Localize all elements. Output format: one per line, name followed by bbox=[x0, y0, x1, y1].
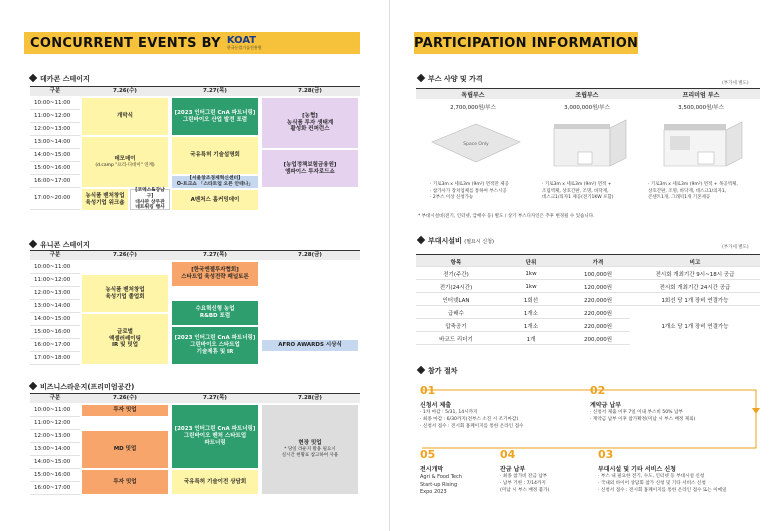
time-slot: 14:00~15:00 bbox=[30, 456, 80, 469]
col-header-division: 구분 bbox=[30, 86, 80, 96]
event-investment-meetup: 투자 밋업 bbox=[82, 405, 168, 416]
booth-footnote: * 부대시설비(전기, 인터넷, 급배수 등) 별도 / 상기 부스디자인은 추후 변경될 수 있습니다. bbox=[418, 214, 595, 219]
step-title: 신청서 제출 bbox=[420, 402, 452, 409]
facility-header-row bbox=[416, 254, 760, 267]
event-rbd-forum: 수요혁신형 농업 R&BD 포럼 bbox=[172, 301, 258, 325]
event-demo-day: 데모데이 (d.camp "프리-디데이" 연계) bbox=[82, 137, 168, 187]
col-header-0727: 7.27(목) bbox=[170, 393, 260, 403]
event-angel-panel: [한국엔젤투자협회] 스타트업 육성전략 패널토론 bbox=[172, 262, 258, 286]
event-afro-awards: AFRO AWARDS 시상식 bbox=[262, 340, 358, 351]
event-onsite-meetup: 현장 밋업 * 당일 라운지 활용 필요시 실시간 현황표 참고하여 사용 bbox=[262, 405, 358, 494]
time-slot: 16:00~17:00 bbox=[30, 482, 80, 495]
time-slot: 11:00~12:00 bbox=[30, 417, 80, 430]
step-body: · 부스 내 필요한 전기, 수도, 인터넷 등 부대시설 신청 · 국내외 바이어 상담회 참가 신청 및 기타 서비스 신청 · 신청서 접수 : 전시회 홈페이지를 통한 온라인 접수 또는 이메일 bbox=[598, 474, 727, 493]
col-header-0728: 7.28(금) bbox=[260, 250, 360, 260]
time-slot: 11:00~12:00 bbox=[30, 274, 80, 287]
col-header-division: 구분 bbox=[30, 393, 80, 403]
booth-notes: · 기로3m x 세로3m (9m²) 면적 + 조립벽체, 상호간판, 조명, 바닥재, 데스크1/의자1 제공(전기1KW 포함) bbox=[542, 182, 614, 201]
facility-row: 인터넷LAN 1회선 220,000원 1회선 당 1개 장비 연결가능 bbox=[416, 293, 760, 306]
time-slot: 16:00~17:00 bbox=[30, 175, 80, 188]
step-title: 부대시설 및 기타 서비스 신청 bbox=[598, 466, 676, 473]
event-patent-transfer: 국유특허 기술이전 상담회 bbox=[172, 470, 258, 494]
section-unicorn-title: 유니콘 스테이지 bbox=[30, 240, 90, 250]
col-header-0727: 7.27(목) bbox=[170, 250, 260, 260]
vat-note: (부가세 별도) bbox=[722, 245, 749, 250]
event-nh-investment-conference: [농협] 농식품 투자 생태계 활성화 컨퍼런스 bbox=[262, 98, 358, 148]
facility-table bbox=[416, 254, 760, 348]
booth-name: 조립부스 bbox=[575, 92, 599, 99]
participation-title: PARTICIPATION INFORMATION bbox=[414, 35, 639, 51]
col-header-price: 가격 bbox=[592, 259, 604, 266]
concurrent-events-title: CONCURRENT EVENTS BY bbox=[30, 35, 221, 51]
booth-price: 2,700,000원/부스 bbox=[450, 105, 496, 111]
facility-row: 압축공기 1개소 220,000원 bbox=[416, 319, 760, 332]
event-greenbio-forum: [2023 인터그린 CnA 파트너링] 그린바이오 산업 발전 포럼 bbox=[172, 98, 258, 135]
time-slot: 12:00~13:00 bbox=[30, 287, 80, 300]
event-venture-workshop: 농식품 벤처창업 육성기업 워크숍 bbox=[82, 189, 128, 210]
time-slot: 12:00~13:00 bbox=[30, 430, 80, 443]
space-only-booth-illustration bbox=[428, 120, 524, 172]
event-investment-roadshow: [농업정책보험금융원] 엠파이스 투자로드쇼 bbox=[262, 150, 358, 187]
time-slot: 15:00~16:00 bbox=[30, 326, 80, 339]
event-patent-briefing: 국유특허 기술설명회 bbox=[172, 137, 258, 174]
time-slot: 14:00~15:00 bbox=[30, 313, 80, 326]
booth-price: 3,000,000원/부스 bbox=[564, 105, 610, 111]
facility-row: 전기(주간) 1kw 100,000원 전시회 개최기간 9시~18시 공급 bbox=[416, 267, 760, 280]
step-number: 03 bbox=[598, 448, 614, 461]
event-md-meetup: MD 밋업 bbox=[82, 431, 168, 468]
time-slot: 16:00~17:00 bbox=[30, 339, 80, 352]
step-body: Agri & Food Tech Start-up Rising Expo 2023 bbox=[420, 474, 462, 495]
col-header-0726: 7.26(수) bbox=[80, 86, 170, 96]
koat-logo: KOAT 한국농업기술진흥원 bbox=[226, 35, 262, 50]
col-header-0727: 7.27(목) bbox=[170, 86, 260, 96]
facility-row: 바코드 리더기 1개 200,000원 bbox=[416, 332, 760, 345]
col-header-division: 구분 bbox=[30, 250, 80, 260]
section-business-lounge-title: 비즈니스라운지(프리미엄공간) bbox=[30, 382, 134, 392]
time-slot: 14:00~15:00 bbox=[30, 149, 80, 162]
space-only-label: Space Only bbox=[463, 142, 489, 147]
event-embassy-networking: [코엑스&강남구] 대사관 상무관 네트워킹 행사 bbox=[130, 189, 170, 210]
step-body: · 최종 참가비 잔금 납부 · 납부 기한 : 7/14까지 (미납 시 부스 배정 불가) bbox=[500, 474, 550, 493]
step-number: 01 bbox=[420, 384, 436, 397]
step-number: 05 bbox=[420, 448, 436, 461]
event-greenbio-ir: [2023 인터그린 CnA 파트너링] 그린바이오 스타트업 기술제휴 및 IR bbox=[172, 327, 258, 364]
lounge-schedule-table bbox=[30, 393, 360, 497]
col-header-note: 비고 bbox=[689, 259, 701, 266]
time-slot: 12:00~13:00 bbox=[30, 123, 80, 136]
section-decacorn-title: 데카콘 스테이지 bbox=[30, 74, 90, 84]
booth-price: 3,500,000원/부스 bbox=[678, 105, 724, 111]
procedure-section-title: 참가 절차 bbox=[418, 366, 458, 376]
booth-notes: · 기로3m x 세로3m (9m²) 면적 + 목공벽체, 상호간판, 조명, 바닥재, 데스크1/의자1, 콘센트1개, 그래픽1개 기본제공 bbox=[648, 182, 738, 201]
time-slot: 15:00~16:00 bbox=[30, 469, 80, 482]
facility-row: 급배수 1개소 220,000원 bbox=[416, 306, 760, 319]
event-global-accelerating: 글로벌 액셀러레이팅 IR 및 밋업 bbox=[82, 314, 168, 364]
event-aventures-homecoming: A벤처스 홈커밍데이 bbox=[172, 190, 258, 210]
col-header-0726: 7.26(수) bbox=[80, 393, 170, 403]
step-title: 전시개막 bbox=[420, 466, 444, 473]
booth-notes: · 기로3m x 세로3m (9m²) 면적만 제공 · 참가사가 장치업체를 통하여 부스시공 · 2부스 이상 신청가능 bbox=[430, 182, 509, 201]
event-venture-graduation: 농식품 벤처창업 육성기업 졸업회 bbox=[82, 275, 168, 312]
event-startup-open-antenna: [서울창조경제혁신센터] O-트크쇼 「스타트업 오픈 안테나」 bbox=[172, 176, 258, 188]
booth-name: 프리미엄 부스 bbox=[682, 92, 720, 99]
decacorn-schedule-table bbox=[30, 86, 360, 214]
time-slot: 15:00~16:00 bbox=[30, 162, 80, 175]
col-header-0726: 7.26(수) bbox=[80, 250, 170, 260]
col-header-0728: 7.28(금) bbox=[260, 86, 360, 96]
col-header-0728: 7.28(금) bbox=[260, 393, 360, 403]
vat-note: (부가세 별도) bbox=[722, 81, 749, 86]
time-slot: 13:00~14:00 bbox=[30, 443, 80, 456]
facility-section-title: 부대시설비 (필요시 신청) bbox=[418, 236, 494, 246]
step-body: · 신청서 제출 이후 7일 이내 부스비 50% 납부 · 계약금 납부 이후 참가확정(미납 시 부스 배정 제외) bbox=[590, 410, 696, 422]
facility-row: 전기(24시간) 1kw 120,000원 전시회 개최기간 24시간 공급 bbox=[416, 280, 760, 293]
participation-banner bbox=[414, 32, 638, 54]
step-number: 02 bbox=[590, 384, 606, 397]
col-header-unit: 단위 bbox=[525, 259, 537, 266]
step-title: 잔금 납부 bbox=[500, 466, 526, 473]
event-greenbio-partnering: [2023 인터그린 CnA 파트너링] 그린바이오 벤처 스타트업 파트너링 bbox=[172, 405, 258, 468]
time-slot: 17:00~18:00 bbox=[30, 352, 80, 365]
time-slot: 17:00~20:00 bbox=[30, 188, 80, 210]
booth-section-title: 부스 사양 및 가격 bbox=[418, 74, 483, 84]
step-body: · 1차 마감 : 5/31, 14시까지 · 최종 마감 : 6/30까지(전부스 소진 시 조기마감) · 신청서 접수 : 전시회 홈페이지를 통한 온라인 접수 bbox=[420, 410, 524, 429]
time-slot: 13:00~14:00 bbox=[30, 300, 80, 313]
facility-merged-note: 1개소 당 1개 장비 연결가능 bbox=[630, 307, 760, 345]
time-slot: 11:00~12:00 bbox=[30, 110, 80, 123]
col-header-item: 항목 bbox=[450, 259, 462, 266]
time-slot: 10:00~11:00 bbox=[30, 261, 80, 274]
time-slot: 13:00~14:00 bbox=[30, 136, 80, 149]
time-slot: 10:00~11:00 bbox=[30, 404, 80, 417]
unicorn-schedule-table bbox=[30, 250, 360, 366]
assembled-booth-illustration bbox=[540, 118, 636, 174]
booth-name: 독립부스 bbox=[461, 92, 485, 99]
premium-booth-illustration bbox=[654, 118, 750, 174]
event-opening-ceremony: 개막식 bbox=[82, 98, 168, 135]
step-title: 계약금 납부 bbox=[590, 402, 622, 409]
event-investment-meetup-2: 투자 밋업 bbox=[82, 470, 168, 494]
time-slot: 10:00~11:00 bbox=[30, 97, 80, 110]
concurrent-events-banner bbox=[24, 32, 360, 54]
step-number: 04 bbox=[500, 448, 516, 461]
